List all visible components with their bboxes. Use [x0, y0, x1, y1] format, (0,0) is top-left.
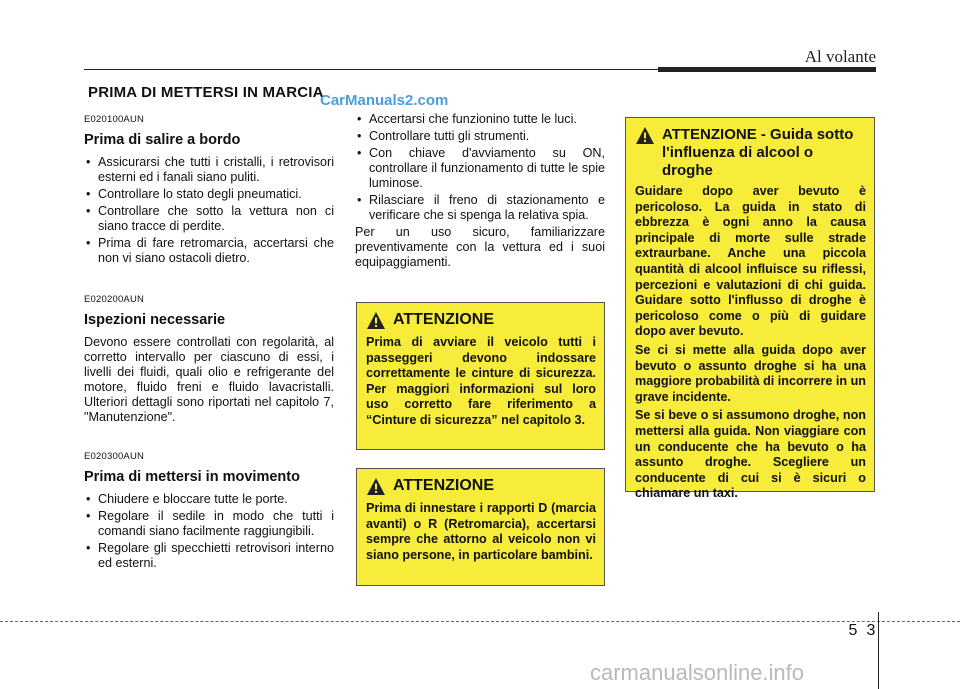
list-item: • Rilasciare il freno di stazionamento e verificare che si spenga la relativa spia.: [355, 193, 605, 223]
bullet-list: [84, 492, 334, 571]
bullet-list: [355, 112, 605, 223]
warning-paragraph: Guidare dopo aver bevuto è pericoloso. La guida in stato di ebbrezza è ogni anno la causa principale di morte sulle strade extraurbane. Anche una piccola quantità di alcool influisce su riflessi, percezioni e valutazioni di chi guida. Guidare sotto l'influsso di droghe è pericoloso come o più di guidare dopo aver bevuto.: [635, 184, 866, 339]
watermark-top: CarManuals2.com: [320, 92, 449, 109]
warning-text: [635, 184, 866, 502]
page-number: [844, 622, 880, 640]
warning-paragraph: Se ci si mette alla guida dopo aver bevuto o assunto droghe si ha una maggiore probabilità di incorrere in un grave incidente.: [635, 342, 866, 404]
warning-triangle-icon: [366, 311, 386, 331]
column-left: [84, 112, 334, 573]
warning-text: Prima di avviare il veicolo tutti i passeggeri devono indossare correttamente le cinture di sicurezza. Per maggiori informazioni sul loro uso corretto fare riferimento a “Cinture di sicurezza” nel capitolo 3.: [366, 335, 596, 427]
chapter-number: 5: [848, 622, 858, 639]
list-item: • Chiudere e bloccare tutte le porte.: [84, 492, 334, 507]
warning-text: Prima di innestare i rapporti D (marcia avanti) o R (Retromarcia), accertarsi sempre che attorno al veicolo non vi siano persone, in particolare bambini.: [366, 501, 596, 562]
list-item: • Assicurarsi che tutti i cristalli, i retrovisori esterni ed i fanali siano puliti.: [84, 155, 334, 185]
list-item: • Controllare tutti gli strumenti.: [355, 129, 605, 144]
paragraph: Per un uso sicuro, familiarizzare preventivamente con la vettura ed i suoi equipaggiamenti.: [355, 225, 605, 269]
header-rule-thick: [658, 67, 876, 72]
page-number-value: 3: [866, 622, 876, 639]
running-header: Al volante: [804, 47, 876, 66]
warning-box-seatbelts: [356, 302, 605, 450]
warning-triangle-icon: [635, 126, 655, 146]
list-item: • Regolare il sedile in modo che tutti i comandi siano facilmente raggiungibili.: [84, 509, 334, 539]
column-middle: [355, 112, 605, 270]
section-code: E020200AUN: [84, 294, 145, 305]
section-heading: Prima di mettersi in movimento: [84, 469, 300, 485]
warning-paragraph: Se si beve o si assumono droghe, non mettersi alla guida. Non viaggiare con un conducente che ha bevuto o ha assunto droghe. Scegliere un conducente di cui si è sicuri o chiamare un taxi.: [635, 408, 866, 501]
list-item: • Regolare gli specchietti retrovisori interno ed esterni.: [84, 541, 334, 571]
section-title: PRIMA DI METTERSI IN MARCIA: [88, 84, 324, 101]
section-heading: Prima di salire a bordo: [84, 132, 241, 148]
list-item: • Controllare lo stato degli pneumatici.: [84, 187, 334, 202]
warning-box-gear: [356, 468, 605, 586]
list-item: • Prima di fare retromarcia, accertarsi che non vi siano ostacoli dietro.: [84, 236, 334, 266]
watermark-bottom: carmanualsonline.info: [590, 660, 805, 685]
warning-box-alcohol: [625, 117, 875, 501]
warning-title: ATTENZIONE: [393, 477, 495, 494]
header-rule: [84, 69, 660, 70]
paragraph: Devono essere controllati con regolarità, al corretto intervallo per ciascuno di essi, i livelli dei fluidi, quali olio e refrigerante del motore, fluido freni e fluido lavacristalli. Ulteriori dettagli sono riportati nel capitolo 7, "Manutenzione".: [84, 335, 334, 424]
section-code: E020300AUN: [84, 451, 145, 462]
warning-title: ATTENZIONE: [393, 311, 495, 328]
section-heading: Ispezioni necessarie: [84, 312, 226, 328]
warning-triangle-icon: [366, 477, 386, 497]
list-item: • Con chiave d'avviamento su ON, controllare il funzionamento di tutte le spie luminose.: [355, 146, 605, 191]
section-code: E020100AUN: [84, 114, 145, 125]
warning-title: ATTENZIONE - Guida sotto l'influenza di alcool o droghe: [662, 126, 854, 179]
list-item: • Controllare che sotto la vettura non ci siano tracce di perdite.: [84, 204, 334, 234]
footer-rule: [0, 621, 960, 622]
bullet-list: [84, 155, 334, 266]
list-item: • Accertarsi che funzionino tutte le luci.: [355, 112, 605, 127]
